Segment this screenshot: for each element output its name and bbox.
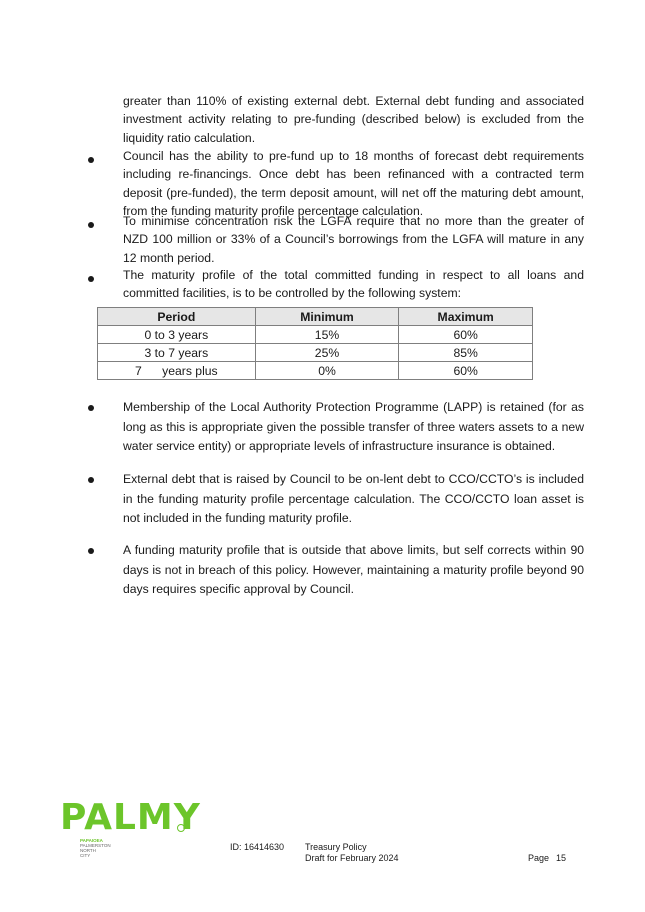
table-row [98, 362, 533, 380]
table-row [98, 326, 533, 344]
cell-maximum: 60% [399, 362, 533, 380]
bullet-icon [88, 276, 94, 282]
paragraph-maturity-profile: The maturity profile of the total committed funding in respect to all loans and committed facilities, is to be controlled by the following system: [123, 268, 584, 301]
cell-period: 0 to 3 years [98, 326, 256, 344]
paragraph-liquidity-continued: greater than 110% of existing external debt. External debt funding and associated investment activity relating to pre-funding (described below) is excluded from the liquidity ratio calculation. [123, 94, 584, 145]
maturity-table [97, 307, 533, 380]
footer-doc-id: ID: 16414630 [230, 842, 285, 852]
logo-wordmark: PALMY [60, 797, 201, 838]
bullet-icon [88, 157, 94, 163]
header-minimum: Minimum [255, 308, 399, 326]
cell-maximum: 60% [399, 326, 533, 344]
cell-minimum: 0% [255, 362, 399, 380]
footer-page-label: Page [528, 853, 550, 863]
footer-title: Treasury Policy [305, 842, 367, 852]
bullet-icon [88, 548, 94, 554]
bullet-icon [88, 405, 94, 411]
table-row [98, 344, 533, 362]
bullet-icon [88, 477, 94, 483]
registered-icon [177, 824, 185, 832]
paragraph-self-correct: A funding maturity profile that is outside that above limits, but self corrects within 90 days is not in breach of this policy. However, maintaining a maturity profile beyond 90 days requires specific approval by Council. [123, 543, 584, 597]
cell-minimum: 25% [255, 344, 399, 362]
footer-subtitle: Draft for February 2024 [305, 853, 399, 863]
header-maximum: Maximum [399, 308, 533, 326]
cell-period: 3 to 7 years [98, 344, 256, 362]
paragraph-cco-debt: External debt that is raised by Council to be on-lent debt to CCO/CCTO’s is included in the funding maturity profile percentage calculation. The CCO/CCTO loan asset is not included in the funding maturity profile. [123, 472, 584, 526]
table-header-row [98, 308, 533, 326]
cell-period: 7 years plus [98, 362, 256, 380]
footer-page-number: 15 [556, 853, 567, 863]
cell-minimum: 15% [255, 326, 399, 344]
cell-maximum: 85% [399, 344, 533, 362]
logo-subtitle: PAPAIOEA PALMERSTON NORTH CITY [80, 838, 111, 858]
bullet-icon [88, 222, 94, 228]
paragraph-lgfa: To minimise concentration risk the LGFA require that no more than the greater of NZD 100 million or 33% of a Council’s borrowings from the LGFA will mature in any 12 month period. [123, 214, 584, 265]
palmy-logo [60, 797, 201, 858]
paragraph-lapp: Membership of the Local Authority Protection Programme (LAPP) is retained (for as long as this is appropriate given the possible transfer of three waters assets to a new water service entity) or appropriate levels of infrastructure insurance is obtained. [123, 400, 584, 454]
header-period: Period [98, 308, 256, 326]
paragraph-prefund: Council has the ability to pre-fund up to 18 months of forecast debt requirements including re-financings. Once debt has been refinanced with a contracted term deposit (pre-funded), the term deposit amount, will net off the maturing debt amount, from the funding maturity profile percentage calculation. [123, 149, 584, 218]
